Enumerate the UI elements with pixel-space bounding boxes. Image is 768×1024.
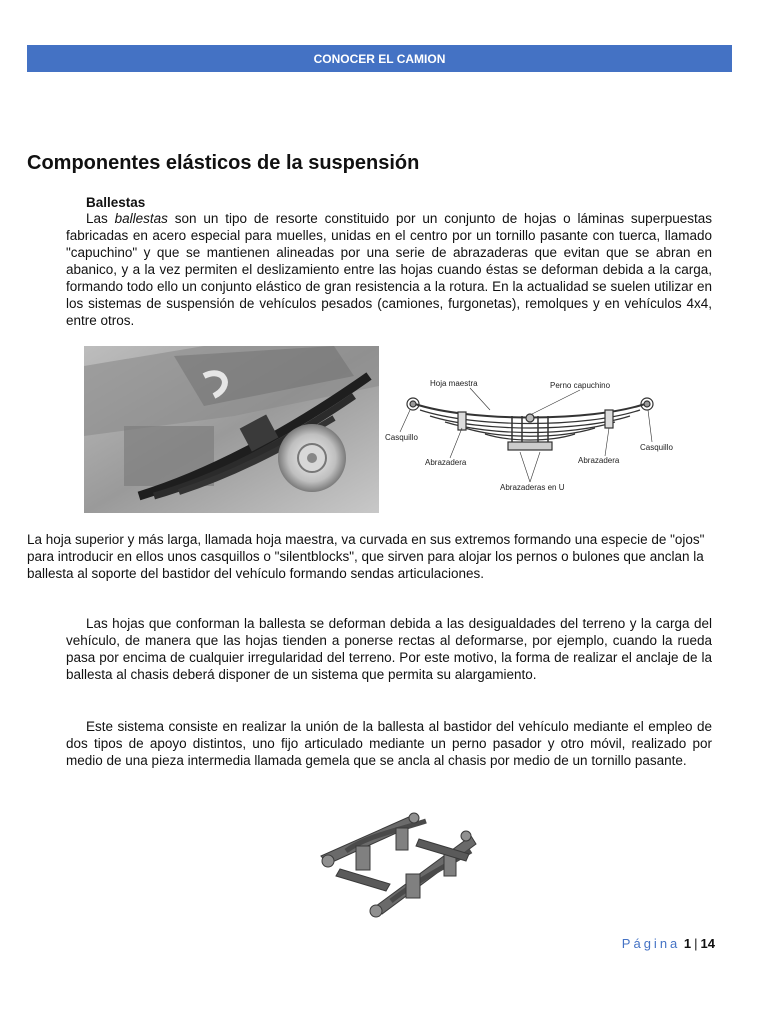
- paragraph-text: Las: [86, 211, 115, 226]
- leaf-spring-diagram: [380, 372, 680, 497]
- page-word: Página: [621, 936, 681, 951]
- label-abrazadera-right: Abrazadera: [578, 456, 620, 465]
- header-title: CONOCER EL CAMION: [313, 52, 446, 66]
- page-total: 14: [700, 936, 715, 951]
- header-bar: [27, 45, 732, 72]
- label-perno-capuchino: Perno capuchino: [550, 381, 611, 390]
- label-casquillo-right: Casquillo: [640, 443, 673, 452]
- paragraph-hoja-maestra: La hoja superior y más larga, llamada hoja maestra, va curvada en sus extremos formando una especie de "ojos" para introducir en ellos unos casquillos o "silentblocks", que sirven para alojar los pernos o bulones que anclan la ballesta al soporte del bastidor del vehículo formando sendas articulaciones.: [27, 532, 705, 581]
- label-abrazaderas-u: Abrazaderas en U: [500, 483, 565, 492]
- page-separator: |: [694, 936, 698, 951]
- section-title: Componentes elásticos de la suspensión: [27, 152, 420, 174]
- paragraph-ballestas: [66, 210, 712, 329]
- label-hoja-maestra: Hoja maestra: [430, 379, 478, 388]
- page-footer: [560, 936, 715, 951]
- subsection-title: Ballestas: [86, 195, 146, 210]
- page-number: 1: [683, 936, 692, 951]
- label-casquillo-left: Casquillo: [385, 433, 418, 442]
- label-abrazadera-left: Abrazadera: [425, 458, 467, 467]
- paragraph-text: son un tipo de resorte constituido por un conjunto de hojas o láminas superpuestas fabricadas en acero especial para muelles, unidas en el centro por un tornillo pasante con tuerca, llamado "capuchino" y que se mantienen alineadas por una serie de abrazaderas que evitan que se abran en abanico, y a la vez permiten el deslizamiento entre las hojas cuando éstas se deforman debida a la carga, formando todo ello un conjunto elástico de gran resistencia a la rotura. En la actualidad se suelen utilizar en los sistemas de suspensión de vehículos pesados (camiones, furgonetas), remolques y en vehículos 4x4, entre otros.: [66, 211, 712, 328]
- paragraph-sistema-apoyo: Este sistema consiste en realizar la unión de la ballesta al bastidor del vehículo mediante el empleo de dos tipos de apoyo distintos, uno fijo articulado mediante un perno pasador y otro móvil, realizado por medio de una pieza intermedia llamada gemela que se ancla al chasis por medio de un tornillo pasante.: [66, 719, 712, 768]
- leaf-spring-photo: [84, 346, 379, 513]
- paragraph-deformacion: Las hojas que conforman la ballesta se deforman debida a las desigualdades del terreno y la carga del vehículo, de manera que las hojas tienden a ponerse rectas al deformarse, por ejemplo, cuando la rueda pasa por encima de cualquier irregularidad del terreno. Por este motivo, la forma de realizar el anclaje de la ballesta al chasis deberá disponer de un sistema que permita su alargamiento.: [66, 616, 712, 682]
- emphasis-ballestas: ballestas: [114, 211, 168, 226]
- suspension-assembly-image: [316, 806, 481, 921]
